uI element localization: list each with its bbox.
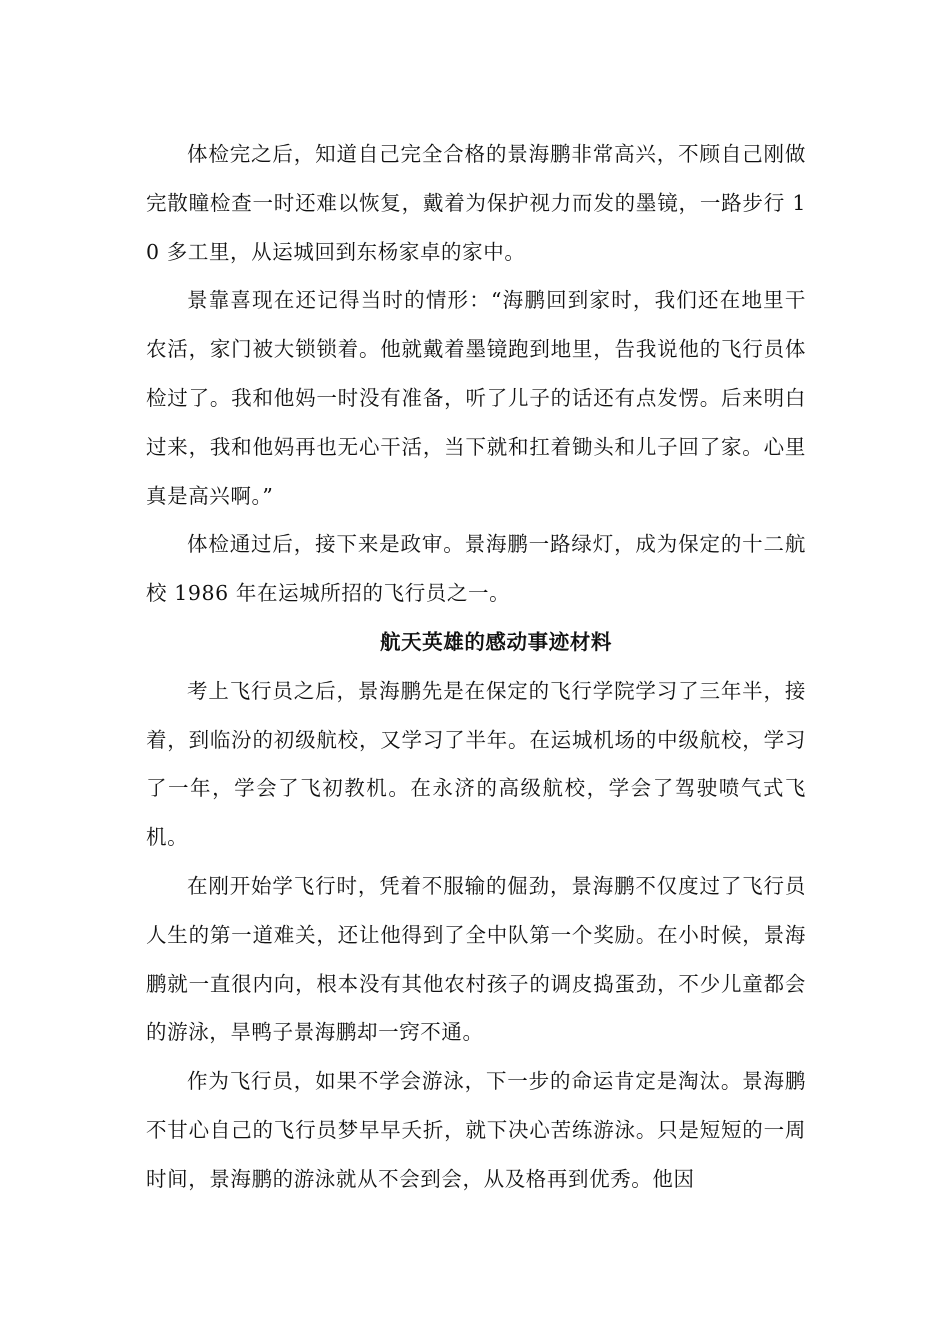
section-heading: 航天英雄的感动事迹材料: [379, 629, 613, 654]
document-body: [146, 130, 806, 1204]
paragraph: 体检完之后，知道自己完全合格的景海鹏非常高兴，不顾自己刚做完散瞳检查一时还难以恢复，戴着为保护视力而发的墨镜，一路步行 10 多工里，从运城回到东杨家卓的家中。: [146, 142, 806, 264]
paragraph: 作为飞行员，如果不学会游泳，下一步的命运肯定是淘汰。景海鹏不甘心自己的飞行员梦早早夭折，就下决心苦练游泳。只是短短的一周时间，景海鹏的游泳就从不会到会，从及格再到优秀。他因: [146, 1069, 806, 1191]
paragraph: 景靠喜现在还记得当时的情形：“海鹏回到家时，我们还在地里干农活，家门被大锁锁着。他就戴着墨镜跑到地里，告我说他的飞行员体检过了。我和他妈一时没有准备，听了儿子的话还有点发愣。后来明白过来，我和他妈再也无心干活，当下就和扛着锄头和儿子回了家。心里真是高兴啊。”: [146, 288, 806, 508]
paragraph: 体检通过后，接下来是政审。景海鹏一路绿灯，成为保定的十二航校 1986 年在运城所招的飞行员之一。: [146, 532, 806, 606]
paragraph: 考上飞行员之后，景海鹏先是在保定的飞行学院学习了三年半，接着，到临汾的初级航校，又学习了半年。在运城机场的中级航校，学习了一年，学会了飞初教机。在永济的高级航校，学会了驾驶喷气式飞机。: [146, 678, 806, 850]
paragraph: 在刚开始学飞行时，凭着不服输的倔劲，景海鹏不仅度过了飞行员人生的第一道难关，还让他得到了全中队第一个奖励。在小时候，景海鹏就一直很内向，根本没有其他农村孩子的调皮捣蛋劲，不少儿童都会的游泳，旱鸭子景海鹏却一窍不通。: [146, 873, 806, 1045]
